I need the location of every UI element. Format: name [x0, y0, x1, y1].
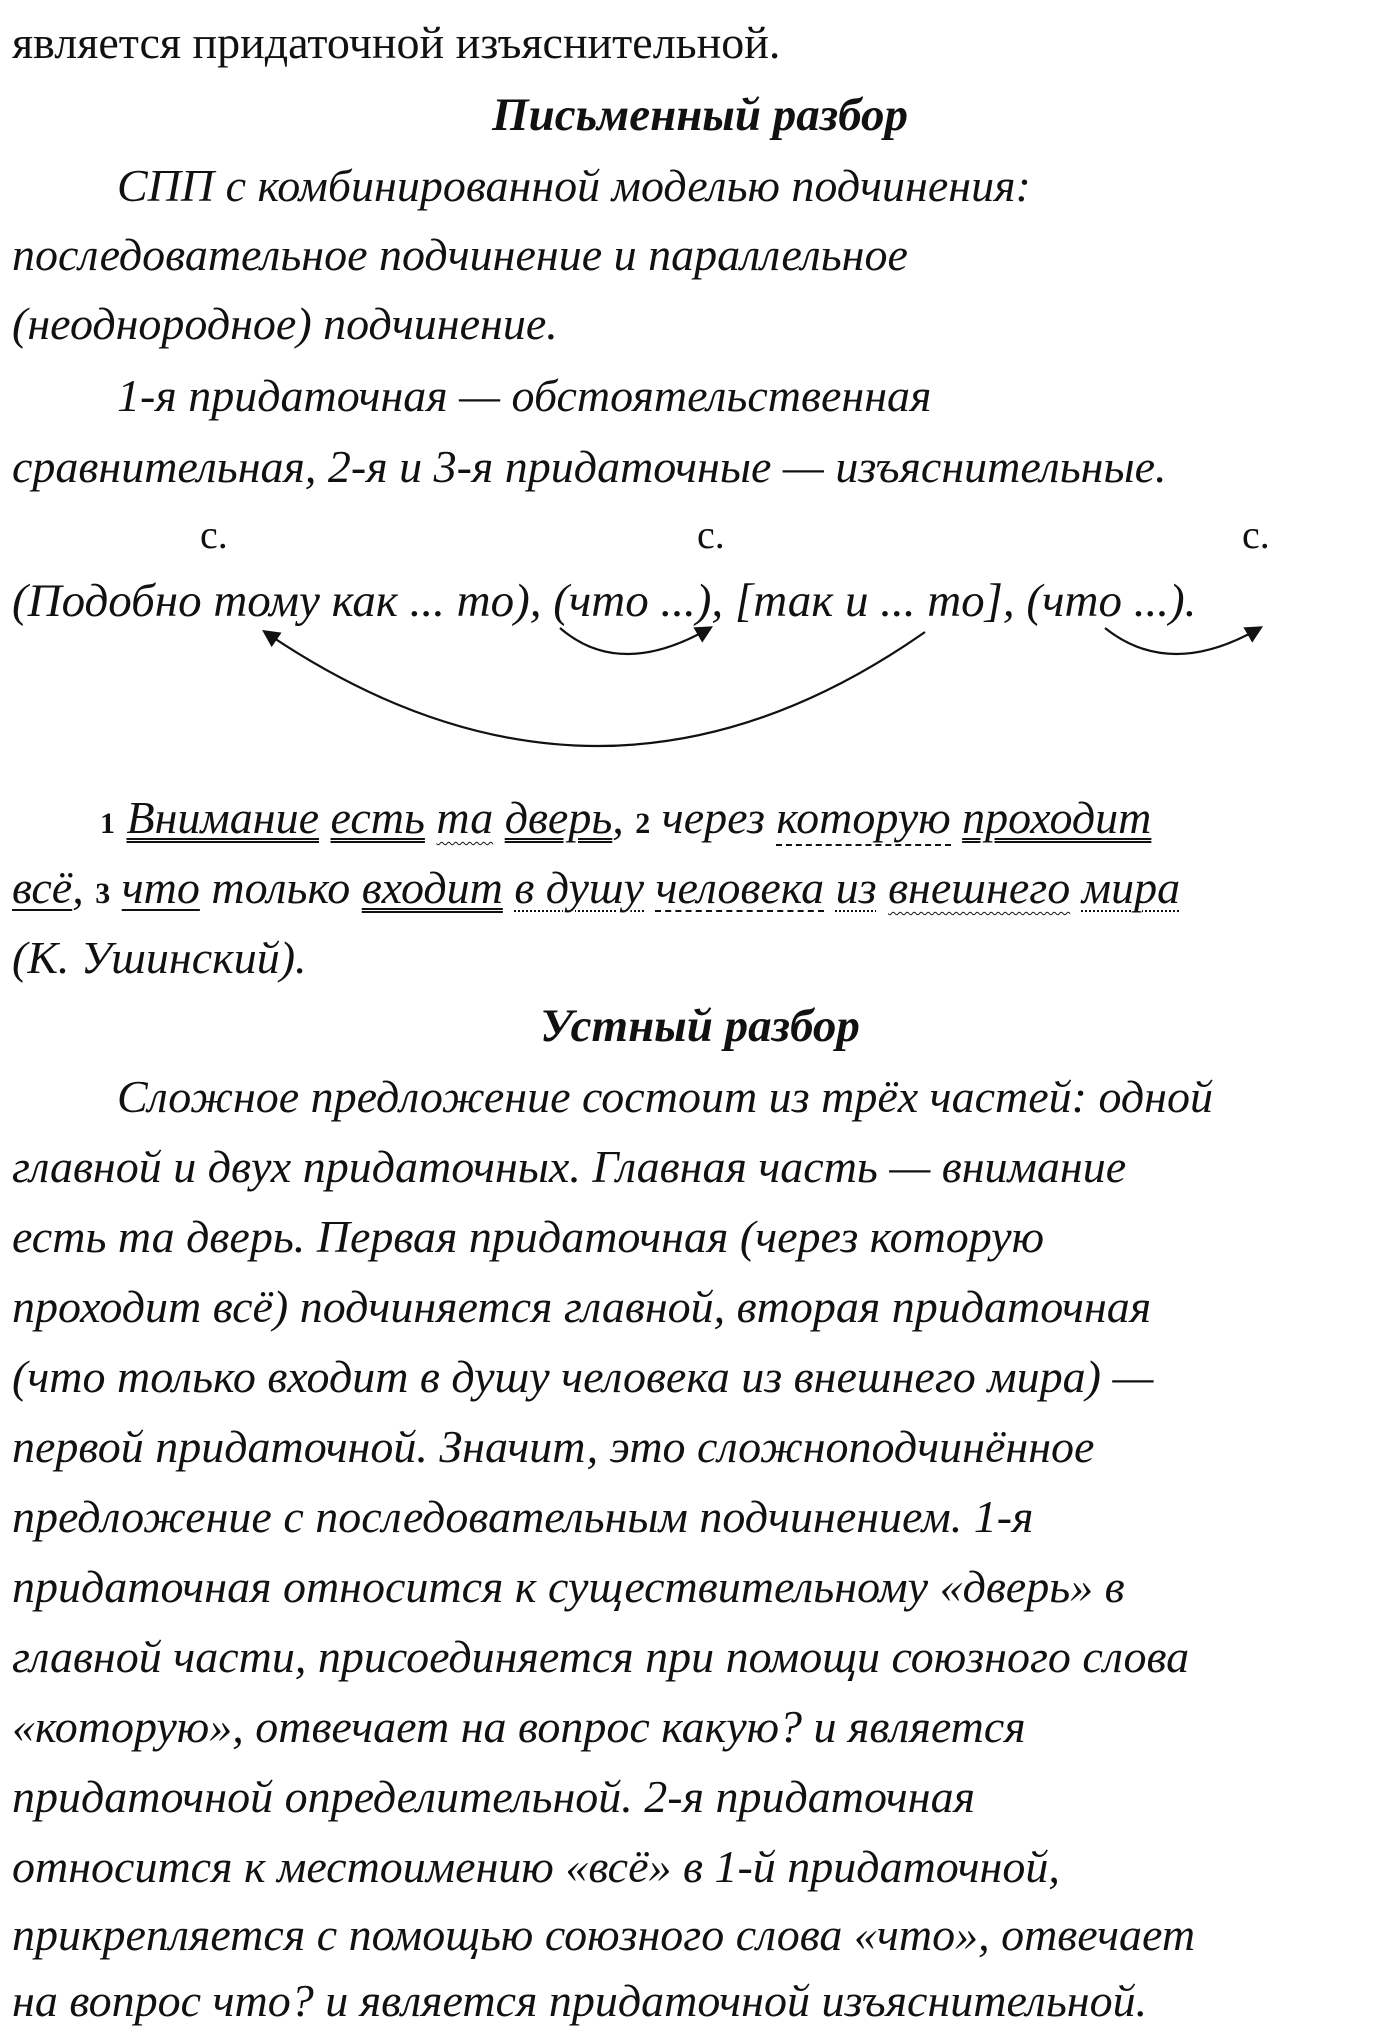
allied-word-chto: что	[121, 862, 200, 913]
arrow-main-to-clause3	[1105, 628, 1260, 654]
oral-line-5: (что только входит в душу человека из внешнего мира) —	[12, 1351, 1154, 1402]
subordination-arrows	[0, 560, 1400, 780]
example-sentence-line-1	[100, 792, 1152, 843]
object-mira: мира	[1081, 862, 1181, 913]
oral-line-7: предложение с последовательным подчинением. 1-я	[12, 1491, 1034, 1542]
oral-line-10: «которую», отвечает на вопрос какую? и является	[12, 1701, 1026, 1752]
oral-line-13: прикрепляется с помощью союзного слова «что», отвечает	[12, 1909, 1196, 1960]
particle-tolko: только	[211, 862, 351, 913]
scheme-marker-3: с.	[1242, 512, 1270, 557]
oral-line-4: проходит всё) подчиняется главной, вторая придаточная	[12, 1281, 1152, 1332]
oral-line-2: главной и двух придаточных. Главная часть — внимание	[12, 1141, 1127, 1192]
oral-line-6: первой придаточной. Значит, это сложноподчинённое	[12, 1421, 1095, 1472]
written-line-1: СПП с комбинированной моделью подчинения:	[117, 160, 1031, 211]
clause-number-1: 1	[100, 807, 115, 840]
oral-line-1: Сложное предложение состоит из трёх частей: одной	[117, 1071, 1213, 1122]
text-line-top: является придаточной изъяснительной.	[12, 17, 781, 68]
heading-written-analysis: Письменный разбор	[492, 89, 908, 141]
oral-line-3: есть та дверь. Первая придаточная (через которую	[12, 1211, 1045, 1262]
oral-line-8: придаточная относится к существительному «дверь» в	[12, 1561, 1125, 1612]
oral-line-14: на вопрос что? и является придаточной изъяснительной.	[12, 1975, 1148, 2026]
predicate-word: есть	[330, 792, 425, 843]
preposition-word: через	[661, 792, 765, 843]
scheme-marker-1: с.	[200, 512, 228, 557]
heading-oral-analysis: Устный разбор	[540, 1000, 860, 1052]
oral-line-9: главной части, присоединяется при помощи союзного слова	[12, 1631, 1190, 1682]
written-line-3: (неоднородное) подчинение.	[12, 298, 558, 349]
attribute-vneshnego: внешнего	[888, 862, 1071, 913]
oral-line-12: относится к местоимению «всё» в 1-й придаточной,	[12, 1841, 1060, 1892]
predicate-noun-word: дверь	[504, 792, 613, 843]
circumstance-v-dushu: в душу	[514, 862, 645, 913]
clause-number-2: 2	[635, 807, 651, 840]
written-line-4: 1-я придаточная — обстоятельственная	[117, 370, 932, 421]
written-line-2: последовательное подчинение и параллельное	[12, 229, 908, 280]
sentence-scheme: (Подобно тому как ... то), (что ...), [так и ... то], (что ...).	[12, 575, 1197, 627]
allied-word-kotoruyu: которую	[776, 792, 951, 843]
predicate-vkhodit: входит	[361, 862, 503, 913]
object-cheloveka: человека	[655, 862, 825, 913]
example-sentence-line-2	[12, 862, 1181, 913]
written-line-5: сравнительная, 2-я и 3-я придаточные — изъяснительные.	[12, 441, 1167, 492]
comma: ,	[612, 792, 624, 843]
example-author: (К. Ушинский).	[12, 932, 307, 983]
attribute-word: та	[436, 792, 494, 843]
comma: ,	[72, 862, 84, 913]
subject-word: Внимание	[126, 792, 320, 843]
oral-line-11: придаточной определительной. 2-я придаточная	[12, 1771, 975, 1822]
arrow-clause1-to-clause2	[560, 628, 710, 654]
predicate-prokhodit: проходит	[962, 792, 1152, 843]
subject-vsyo: всё	[12, 862, 73, 913]
preposition-iz: из	[835, 862, 877, 913]
scheme-marker-2: с.	[697, 512, 725, 557]
clause-number-3: 3	[95, 877, 111, 910]
